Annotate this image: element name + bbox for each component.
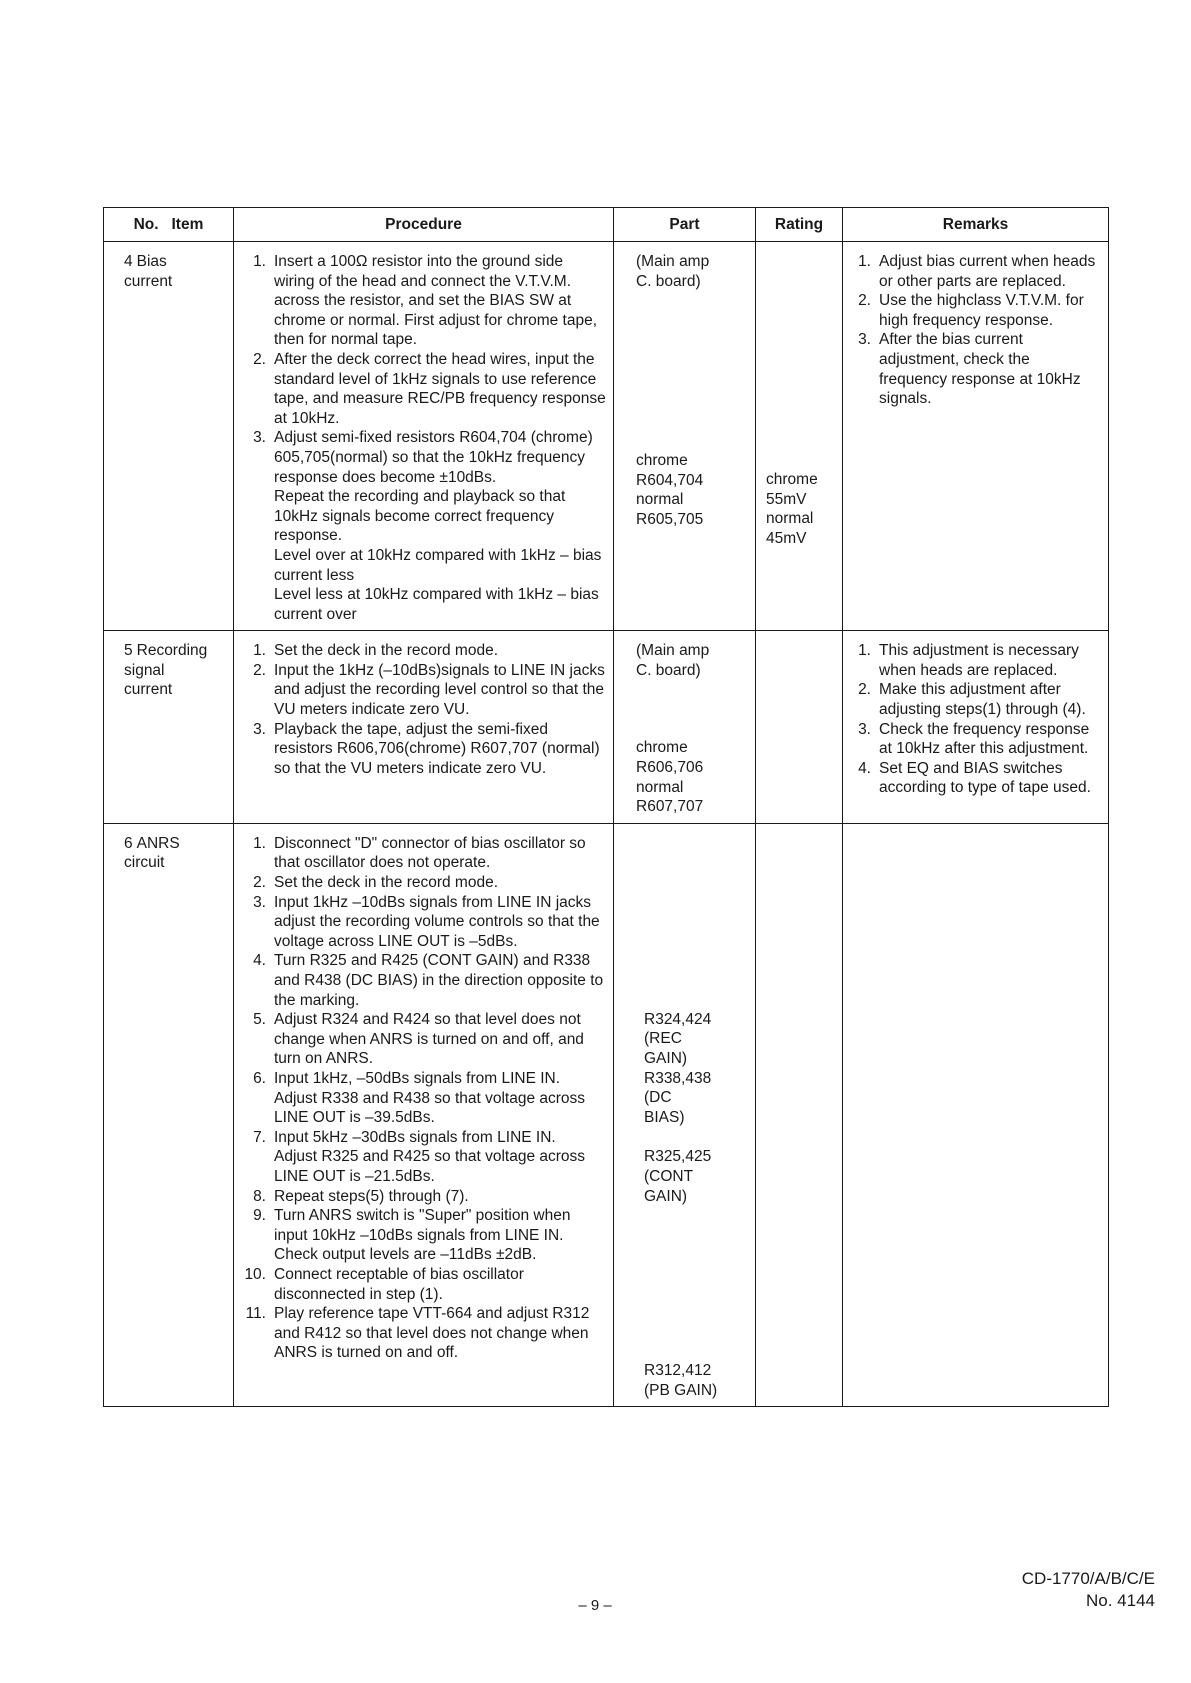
part-cell bbox=[614, 242, 756, 631]
step-text: Adjust R324 and R424 so that level does not change when ANRS is turned on and off, and turn on ANRS. bbox=[274, 1011, 584, 1068]
procedure-step bbox=[240, 350, 607, 428]
step-number: 7. bbox=[253, 1128, 266, 1146]
step-number: 3. bbox=[253, 893, 266, 911]
procedure-step bbox=[240, 720, 607, 779]
procedure-step bbox=[240, 951, 607, 1010]
procedure-step bbox=[240, 1187, 607, 1207]
step-text: Input 1kHz, –50dBs signals from LINE IN. Adjust R338 and R438 so that voltage across LINE OUT is –39.5dBs. bbox=[274, 1069, 586, 1127]
item-cell bbox=[104, 823, 234, 1407]
document-number: No. 4144 bbox=[1086, 1591, 1155, 1610]
remark-item bbox=[849, 330, 1102, 408]
remark-item bbox=[849, 291, 1102, 330]
step-number: 1. bbox=[253, 253, 266, 270]
procedure-step bbox=[240, 1128, 607, 1187]
item-name bbox=[110, 252, 227, 291]
document-id bbox=[1022, 1568, 1155, 1612]
step-number: 2. bbox=[253, 661, 266, 679]
remark-item bbox=[849, 720, 1102, 759]
rating-cell bbox=[756, 242, 843, 631]
procedure-cell bbox=[234, 242, 614, 631]
procedure-cell bbox=[234, 631, 614, 824]
procedure-step bbox=[240, 893, 607, 952]
part-resistors: chrome R606,706 normal R607,707 bbox=[636, 739, 704, 816]
part-board: (Main amp C. board) bbox=[636, 642, 710, 679]
table-row bbox=[104, 823, 1109, 1407]
step-text: Insert a 100Ω resistor into the ground side wiring of the head and connect the V.T.V.M. across the resistor, and set the BIAS SW at chrome or normal. First adjust for chrome tape, then for normal tape. bbox=[274, 253, 598, 349]
header-procedure: Procedure bbox=[234, 208, 614, 242]
item-label: ANRS circuit bbox=[124, 834, 180, 872]
remarks-list bbox=[849, 641, 1102, 798]
step-text: Playback the tape, adjust the semi-fixed resistors R606,706(chrome) R607,707 (normal) so that the VU meters indicate zero VU. bbox=[274, 720, 600, 777]
table-row bbox=[104, 631, 1109, 824]
procedure-step bbox=[240, 252, 607, 350]
step-text: Disconnect "D" connector of bias oscillator so that oscillator does not operate. bbox=[274, 834, 586, 872]
item-number: 6 bbox=[124, 834, 133, 852]
remark-number: 4. bbox=[858, 759, 871, 777]
page-number: – 9 – bbox=[578, 1597, 612, 1614]
step-number: 8. bbox=[253, 1187, 266, 1205]
step-text: Play reference tape VTT-664 and adjust R312 and R412 so that level does not change when ANRS is turned on and off. bbox=[274, 1305, 590, 1362]
item-number: 4 bbox=[124, 253, 133, 270]
step-text: Input 5kHz –30dBs signals from LINE IN. Adjust R325 and R425 so that voltage across LINE OUT is –21.5dBs. bbox=[274, 1128, 586, 1185]
procedure-steps bbox=[240, 641, 607, 778]
step-text: Repeat steps(5) through (7). bbox=[274, 1187, 469, 1205]
part-cell bbox=[614, 631, 756, 824]
item-cell bbox=[104, 631, 234, 824]
remark-text: After the bias current adjustment, check the frequency response at 10kHz signals. bbox=[879, 331, 1081, 408]
procedure-step bbox=[240, 1304, 607, 1363]
item-name bbox=[110, 834, 227, 873]
item-number: 5 bbox=[124, 642, 133, 660]
item-label: Bias current bbox=[124, 253, 173, 290]
table-header-row bbox=[104, 208, 1109, 242]
remark-text: Make this adjustment after adjusting steps(1) through (4). bbox=[879, 681, 1086, 719]
procedure-steps bbox=[240, 252, 607, 624]
item-name bbox=[110, 641, 227, 700]
procedure-cell bbox=[234, 823, 614, 1407]
remark-number: 2. bbox=[858, 681, 871, 699]
rating-cell bbox=[756, 823, 843, 1407]
part-cell bbox=[614, 823, 756, 1407]
procedure-step bbox=[240, 834, 607, 873]
remark-number: 1. bbox=[858, 642, 871, 660]
step-text: After the deck correct the head wires, input the standard level of 1kHz signals to use reference tape, and measure REC/PB frequency response at 10kHz. bbox=[274, 350, 606, 427]
procedure-step bbox=[240, 1010, 607, 1069]
procedure-steps bbox=[240, 834, 607, 1363]
item-label: Recording signal current bbox=[124, 642, 208, 699]
remark-text: This adjustment is necessary when heads are replaced. bbox=[879, 642, 1079, 679]
remarks-cell bbox=[843, 823, 1109, 1407]
remark-text: Check the frequency response at 10kHz after this adjustment. bbox=[879, 720, 1090, 758]
step-text: Turn ANRS switch is "Super" position when input 10kHz –10dBs signals from LINE IN. Check output levels are –11dBs ±2dB. bbox=[274, 1207, 571, 1264]
step-text: Set the deck in the record mode. bbox=[274, 642, 499, 660]
remark-number: 1. bbox=[858, 253, 871, 270]
part-pb: R312,412 (PB GAIN) bbox=[644, 1362, 718, 1399]
step-text: Connect receptable of bias oscillator disconnected in step (1). bbox=[274, 1265, 524, 1303]
table-row bbox=[104, 242, 1109, 631]
step-text: Set the deck in the record mode. bbox=[274, 874, 499, 892]
remark-number: 3. bbox=[858, 720, 871, 738]
remark-item bbox=[849, 759, 1102, 798]
remarks-list bbox=[849, 252, 1102, 409]
header-no-item: No. Item bbox=[104, 208, 234, 242]
step-number: 2. bbox=[253, 874, 266, 892]
header-part: Part bbox=[614, 208, 756, 242]
step-number: 4. bbox=[253, 952, 266, 970]
model-number: CD-1770/A/B/C/E bbox=[1021, 1569, 1155, 1588]
adjustment-table bbox=[103, 207, 1109, 1407]
rating-values: chrome 55mV normal 45mV bbox=[766, 471, 818, 547]
remark-text: Use the highclass V.T.V.M. for high frequency response. bbox=[879, 292, 1084, 329]
step-number: 2. bbox=[253, 350, 266, 368]
remark-item bbox=[849, 680, 1102, 719]
step-number: 1. bbox=[253, 834, 266, 852]
step-number: 6. bbox=[253, 1069, 266, 1087]
step-number: 11. bbox=[245, 1305, 266, 1323]
step-number: 3. bbox=[253, 429, 266, 447]
procedure-step bbox=[240, 1265, 607, 1304]
remark-text: Set EQ and BIAS switches according to type of tape used. bbox=[879, 759, 1091, 797]
remark-text: Adjust bias current when heads or other parts are replaced. bbox=[879, 253, 1096, 290]
step-number: 10. bbox=[244, 1265, 266, 1283]
rating-cell bbox=[756, 631, 843, 824]
remarks-cell bbox=[843, 242, 1109, 631]
remark-item bbox=[849, 252, 1102, 291]
step-number: 1. bbox=[253, 642, 266, 660]
procedure-step bbox=[240, 641, 607, 661]
step-text: Input 1kHz –10dBs signals from LINE IN jacks adjust the recording volume controls so that the voltage across LINE OUT is –5dBs. bbox=[274, 893, 600, 950]
procedure-step bbox=[240, 428, 607, 624]
step-text: Turn R325 and R425 (CONT GAIN) and R338 and R438 (DC BIAS) in the direction opposite to the marking. bbox=[274, 952, 604, 1009]
procedure-step bbox=[240, 661, 607, 720]
procedure-step bbox=[240, 1206, 607, 1265]
step-text: Input the 1kHz (–10dBs)signals to LINE IN jacks and adjust the recording level control so that the VU meters indicate zero VU. bbox=[274, 661, 605, 719]
remarks-cell bbox=[843, 631, 1109, 824]
remark-number: 3. bbox=[858, 331, 871, 349]
procedure-step bbox=[240, 1069, 607, 1128]
header-rating: Rating bbox=[756, 208, 843, 242]
item-cell bbox=[104, 242, 234, 631]
step-text: Adjust semi-fixed resistors R604,704 (chrome) 605,705(normal) so that the 10kHz frequency response does become ±10dBs. Repeat the recording and playback so that 10kHz signals become correct frequency response. Level over at 10kHz compared with 1kHz – bias current less Level less at 10kHz compared with 1kHz – bias current over bbox=[274, 429, 602, 623]
procedure-step bbox=[240, 873, 607, 893]
remark-item bbox=[849, 641, 1102, 680]
part-resistors: chrome R604,704 normal R605,705 bbox=[636, 452, 704, 528]
part-board: (Main amp C. board) bbox=[636, 253, 710, 290]
part-cont: R325,425 (CONT GAIN) bbox=[644, 1148, 712, 1205]
remark-number: 2. bbox=[858, 292, 871, 310]
part-rec-dc: R324,424 (REC GAIN) R338,438 (DC BIAS) bbox=[644, 1010, 712, 1126]
header-remarks: Remarks bbox=[843, 208, 1109, 242]
step-number: 9. bbox=[253, 1207, 266, 1225]
step-number: 3. bbox=[253, 720, 266, 738]
step-number: 5. bbox=[253, 1011, 266, 1029]
